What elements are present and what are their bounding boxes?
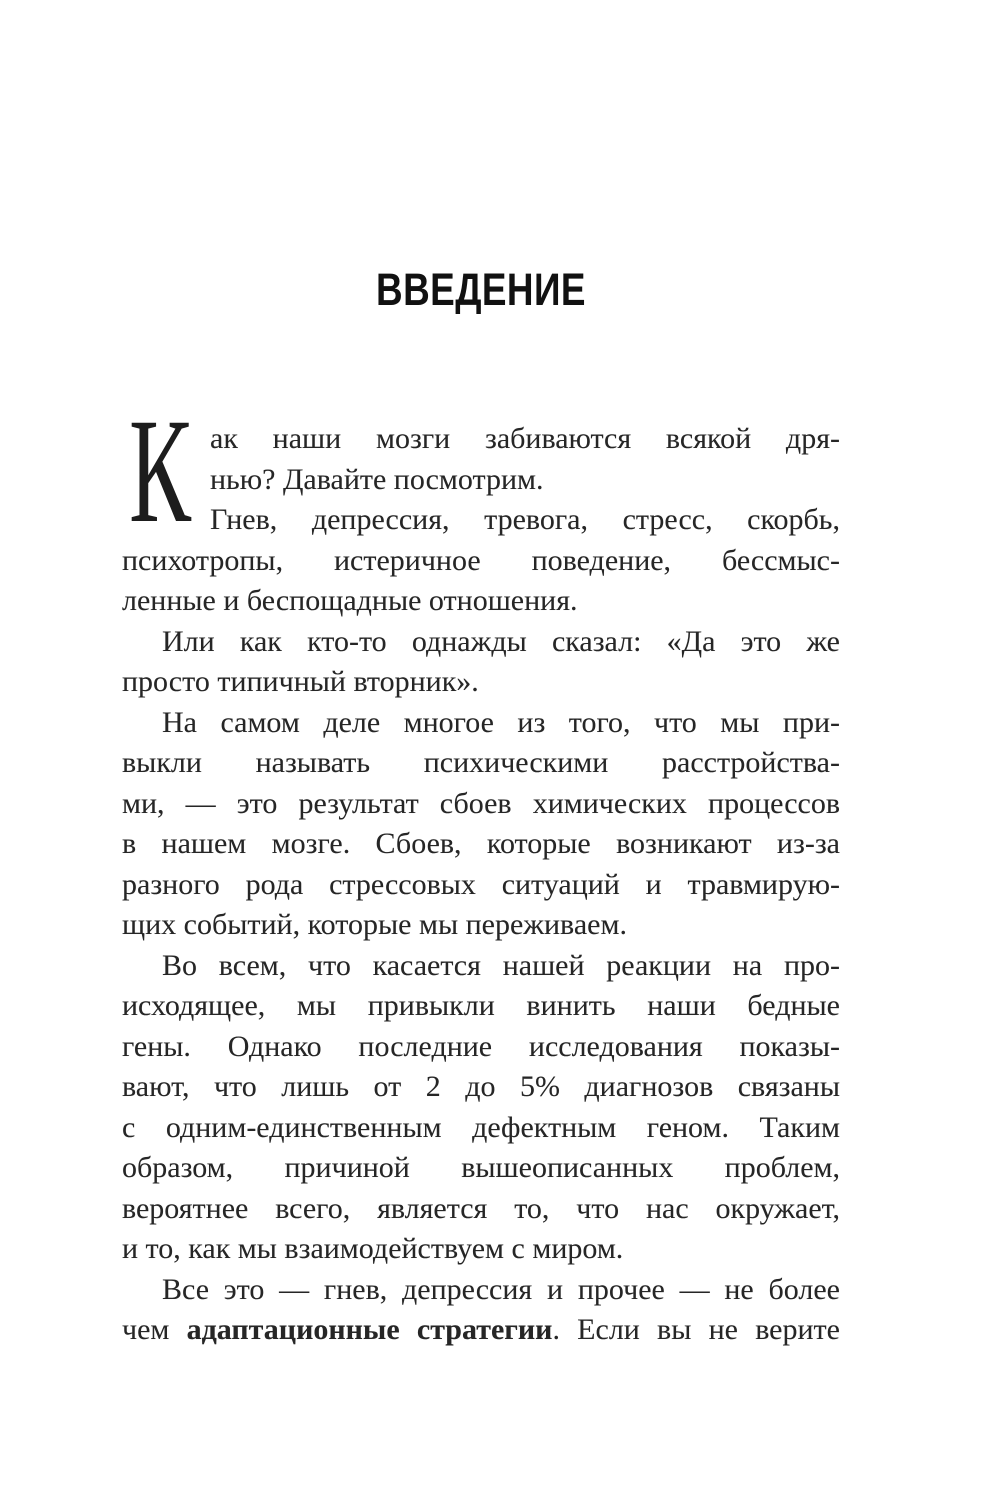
text-line: разного рода стрессовых ситуаций и травмирую- [122,867,840,901]
text-line: с одним-единственным дефектным геном. Таким [122,1110,840,1144]
bold-phrase: адаптационные стратегии [186,1313,553,1346]
text-line: щих событий, которые мы переживаем. [122,908,627,941]
text-line: На самом деле многое из того, что мы при- [162,705,840,739]
text-line: просто типичный вторник». [122,665,479,698]
text-line: Гнев, депрессия, тревога, стресс, скорбь, [210,503,840,536]
text-line: Во всем, что касается нашей реакции на про- [162,948,840,982]
text-line: в нашем мозге. Сбоев, которые возникают из-за [122,827,840,860]
text-line: и то, как мы взаимодействуем с миром. [122,1232,624,1265]
text-line: Или как кто-то однажды сказал: «Да это же [162,624,840,658]
text-line: чем адаптационные стратегии. Если вы не верите [122,1313,840,1346]
text-line: исходящее, мы привыкли винить наши бедные [122,989,840,1022]
text-line: психотропы, истеричное поведение, бессмыс- [122,543,840,577]
text-line: выкли называть психическими расстройства- [122,746,840,779]
text-line: нью? Давайте посмотрим. [210,462,544,496]
text-line: гены. Однако последние исследования показы- [122,1029,840,1063]
chapter-title: ВВЕДЕНИЕ [376,264,586,315]
text-line: ленные и беспощадные отношения. [122,584,578,617]
text-line: ак наши мозги забиваются всякой дря- [210,422,840,455]
text-line: вают, что лишь от 2 до 5% диагнозов связаны [122,1070,840,1103]
drop-cap: К [129,388,192,554]
text-line: образом, причиной вышеописанных проблем, [122,1151,840,1184]
body-text [122,388,840,1351]
text-line: Все это — гнев, депрессия и прочее — не более [162,1272,840,1306]
text-line: ми, — это результат сбоев химических процессов [122,786,840,820]
text-line: вероятнее всего, является то, что нас окружает, [122,1191,840,1225]
